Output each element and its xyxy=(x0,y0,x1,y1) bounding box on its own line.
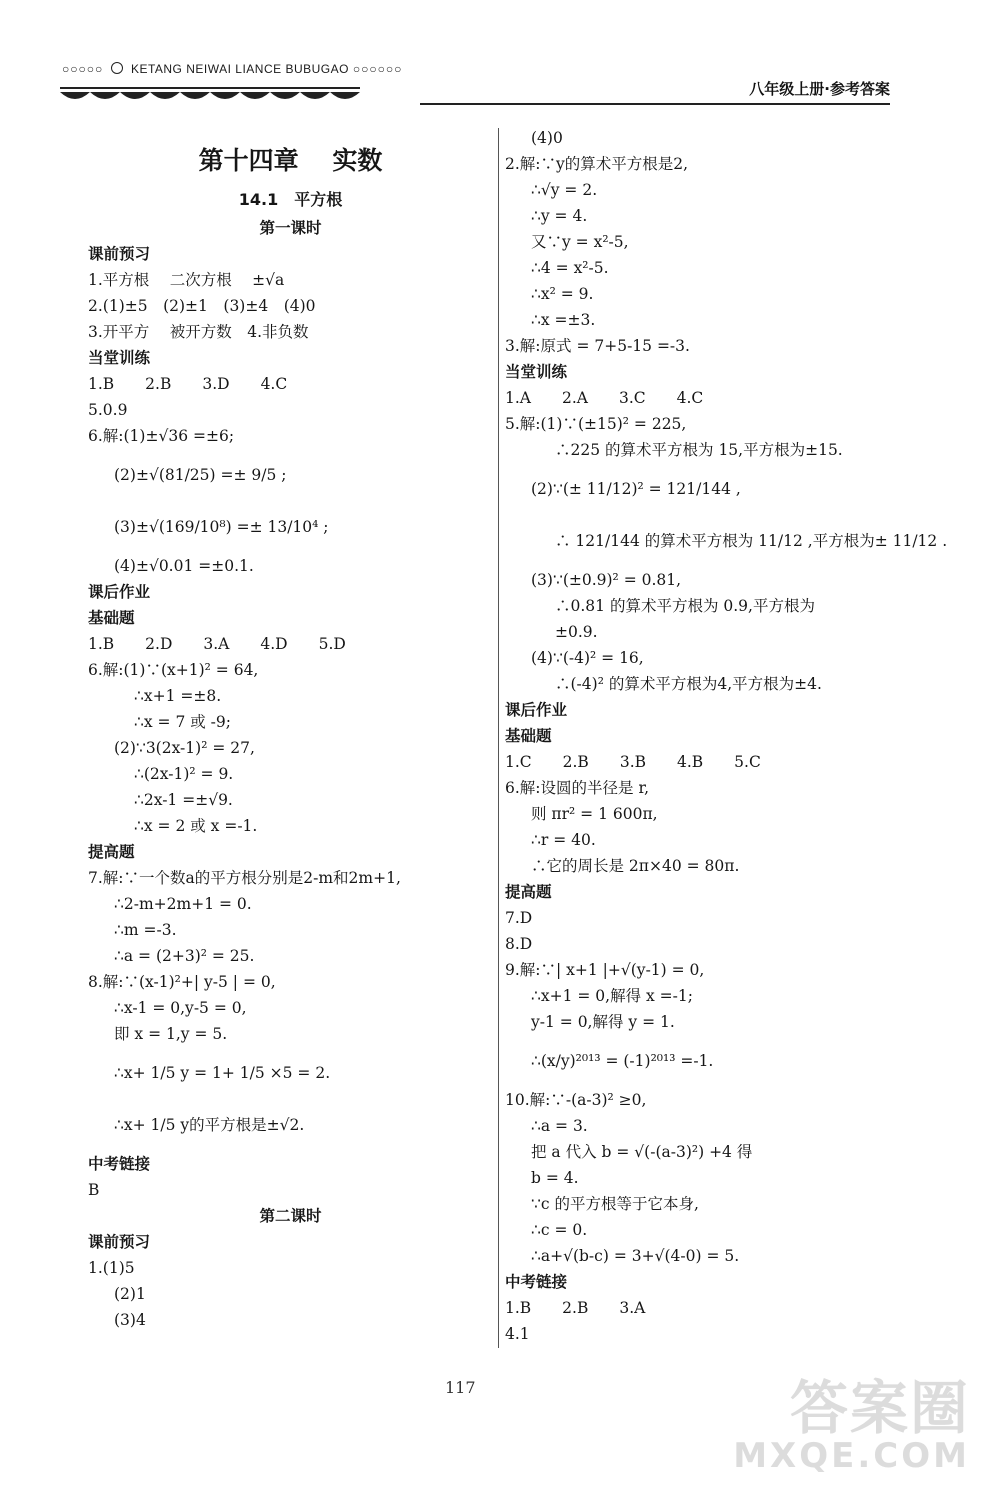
answer-line: 第一课时 xyxy=(259,219,322,237)
answer-line: 又∵y = x²-5, xyxy=(531,233,629,251)
answer-line: 5.解:(1)∵(±15)² = 225, xyxy=(505,415,687,433)
brand-logo-icon xyxy=(111,62,123,74)
answer-line: ∵c 的平方根等于它本身, xyxy=(531,1195,699,1213)
answer-line: 1.C 2.B 3.B 4.B 5.C xyxy=(505,753,761,771)
answer-line: ∴r = 40. xyxy=(531,831,596,849)
decorative-dots-left: ○○○○○ xyxy=(62,62,104,76)
series-brand xyxy=(62,62,402,76)
answer-line: 提高题 xyxy=(505,883,552,901)
left-column xyxy=(88,125,493,1333)
answer-line: 第十四章 实数 xyxy=(198,146,383,175)
answer-line: 当堂训练 xyxy=(88,349,151,367)
answer-line: B xyxy=(88,1181,100,1199)
answer-line: ∴x+ 1/5 y = 1+ 1/5 ×5 = 2. xyxy=(114,1064,331,1082)
answer-line: (3)±√(169/10⁸) =± 13/10⁴ ; xyxy=(114,518,329,536)
watermark-logo xyxy=(733,1374,970,1476)
answer-line: ∴x+1 = 0,解得 x =-1; xyxy=(531,987,693,1005)
answer-line: 1.B 2.B 3.D 4.C xyxy=(88,375,288,393)
answer-line: y-1 = 0,解得 y = 1. xyxy=(531,1013,675,1031)
right-column xyxy=(505,125,948,1347)
answer-line: 14.1 平方根 xyxy=(238,190,343,209)
answer-line: ∴x+1 =±8. xyxy=(134,687,222,705)
answer-line: 中考链接 xyxy=(505,1273,568,1291)
answer-line: ∴(-4)² 的算术平方根为4,平方根为±4. xyxy=(555,675,822,693)
answer-line: 则 πr² = 1 600π, xyxy=(531,805,658,823)
answer-line: ∴a+√(b-c) = 3+√(4-0) = 5. xyxy=(531,1247,740,1265)
answer-line: ∴a = 3. xyxy=(531,1117,588,1135)
answer-line: ∴a = (2+3)² = 25. xyxy=(114,947,255,965)
answer-line: (4)0 xyxy=(531,129,563,147)
answer-line: (2)∵(± 11/12)² = 121/144 , xyxy=(531,480,741,498)
answer-line: ∴m =-3. xyxy=(114,921,177,939)
answer-line: 1.平方根 二次方根 ±√a xyxy=(88,271,285,289)
answer-line: (2)∵3(2x-1)² = 27, xyxy=(114,739,255,757)
answer-line: ∴(x/y)²⁰¹³ = (-1)²⁰¹³ =-1. xyxy=(531,1052,714,1070)
answer-line: 提高题 xyxy=(88,843,135,861)
answer-line: 8.D xyxy=(505,935,533,953)
brand-text: KETANG NEIWAI LIANCE BUBUGAO xyxy=(130,62,349,76)
page-header xyxy=(0,0,1000,120)
answer-line: 8.解:∵(x-1)²+| y-5 | = 0, xyxy=(88,973,276,991)
answer-line: ∴c = 0. xyxy=(531,1221,588,1239)
answer-line: 1.B 2.D 3.A 4.D 5.D xyxy=(88,635,346,653)
answer-line: (4)∵(-4)² = 16, xyxy=(531,649,644,667)
answer-line: ∴x-1 = 0,y-5 = 0, xyxy=(114,999,247,1017)
header-rule xyxy=(420,103,890,105)
answer-line: ∴x = 2 或 x =-1. xyxy=(134,817,258,835)
answer-line: 即 x = 1,y = 5. xyxy=(114,1025,228,1043)
answer-line: 9.解:∵| x+1 |+√(y-1) = 0, xyxy=(505,961,705,979)
answer-line: 课前预习 xyxy=(88,1233,151,1251)
answer-line: 2.解:∵y的算术平方根是2, xyxy=(505,155,689,173)
answer-line: 4.1 xyxy=(505,1325,530,1343)
answer-line: 6.解:设圆的半径是 r, xyxy=(505,779,650,797)
answer-line: ∴(2x-1)² = 9. xyxy=(134,765,234,783)
answer-line: ∴4 = x²-5. xyxy=(531,259,609,277)
answer-line: ∴√y = 2. xyxy=(531,181,598,199)
answer-line: 6.解:(1)∵(x+1)² = 64, xyxy=(88,661,259,679)
decorative-dots-right: ○○○○○○ xyxy=(352,62,403,76)
answer-line: 1.A 2.A 3.C 4.C xyxy=(505,389,704,407)
watermark-text: 答案圈 xyxy=(789,1374,970,1442)
answer-line: ∴x =±3. xyxy=(531,311,596,329)
answer-line: 7.D xyxy=(505,909,533,927)
answer-line: ∴2-m+2m+1 = 0. xyxy=(114,895,252,913)
answer-line: (4)±√0.01 =±0.1. xyxy=(114,557,254,575)
watermark-url: MXQE.COM xyxy=(733,1436,970,1476)
answer-line: 课前预习 xyxy=(88,245,151,263)
answer-line: 7.解:∵一个数a的平方根分别是2-m和2m+1, xyxy=(88,869,401,887)
answer-line: (2)1 xyxy=(114,1285,146,1303)
answer-line: 6.解:(1)±√36 =±6; xyxy=(88,427,235,445)
answer-line: 1.(1)5 xyxy=(88,1259,135,1277)
answer-line: 当堂训练 xyxy=(505,363,568,381)
book-title: 八年级上册·参考答案 xyxy=(749,80,890,98)
column-divider xyxy=(498,128,499,1348)
answer-line: (2)±√(81/25) =± 9/5 ; xyxy=(114,466,287,484)
answer-line: ∴0.81 的算术平方根为 0.9,平方根为 xyxy=(555,597,815,615)
answer-line: 2.(1)±5 (2)±1 (3)±4 (4)0 xyxy=(88,297,316,315)
answer-line: 把 a 代入 b = √(-(a-3)²) +4 得 xyxy=(531,1143,753,1161)
page-number: 117 xyxy=(445,1378,476,1397)
answer-line: ∴ 121/144 的算术平方根为 11/12 ,平方根为± 11/12 . xyxy=(555,532,948,550)
answer-line: 第二课时 xyxy=(259,1207,322,1225)
answer-line: ∴225 的算术平方根为 15,平方根为±15. xyxy=(555,441,843,459)
decorative-wave-border xyxy=(60,84,360,106)
answer-line: 基础题 xyxy=(505,727,552,745)
answer-line: 10.解:∵-(a-3)² ≥0, xyxy=(505,1091,647,1109)
answer-line: 课后作业 xyxy=(505,701,568,719)
answer-line: 基础题 xyxy=(88,609,135,627)
answer-line: ∴2x-1 =±√9. xyxy=(134,791,233,809)
answer-line: ∴x+ 1/5 y的平方根是±√2. xyxy=(114,1116,305,1134)
answer-line: ∴x = 7 或 -9; xyxy=(134,713,231,731)
answer-line: ∴y = 4. xyxy=(531,207,588,225)
answer-line: ±0.9. xyxy=(555,623,598,641)
answer-line: ∴x² = 9. xyxy=(531,285,594,303)
answer-line: (3)∵(±0.9)² = 0.81, xyxy=(531,571,682,589)
answer-line: 课后作业 xyxy=(88,583,151,601)
answer-line: 3.开平方 被开方数 4.非负数 xyxy=(88,323,309,341)
answer-line: (3)4 xyxy=(114,1311,146,1329)
answer-line: b = 4. xyxy=(531,1169,579,1187)
answer-line: ∴它的周长是 2π×40 = 80π. xyxy=(531,857,740,875)
answer-line: 5.0.9 xyxy=(88,401,128,419)
answer-line: 中考链接 xyxy=(88,1155,151,1173)
answer-line: 1.B 2.B 3.A xyxy=(505,1299,646,1317)
answer-line: 3.解:原式 = 7+5-15 =-3. xyxy=(505,337,690,355)
